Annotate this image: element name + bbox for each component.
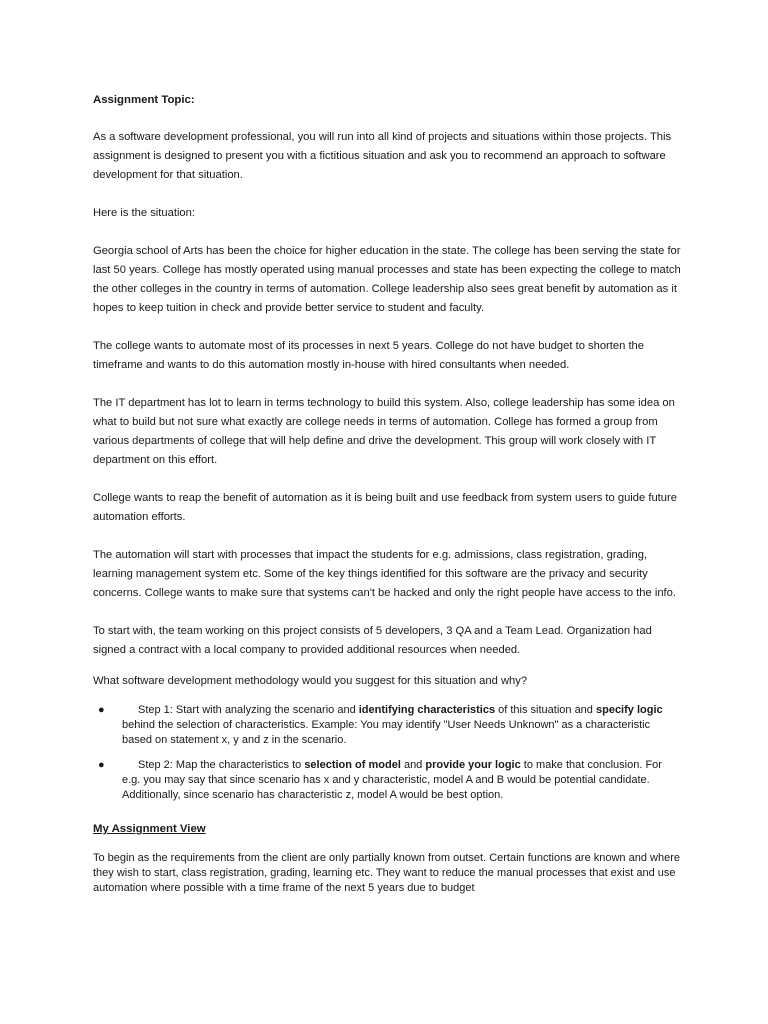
team-paragraph: To start with, the team working on this project consists of 5 developers, 3 QA and a Team Lead. Organization had signed a contract with a local company to provided additional resources when needed. [93, 625, 652, 656]
college-background-paragraph: Georgia school of Arts has been the choice for higher education in the state. The college has been serving the state for last 50 years. College has mostly operated using manual processes and state has been expecting the college to match the other colleges in the country in terms of automation. College leadership also sees great benefit by automation as it hopes to keep tuition in check and provide better service to student and faculty. [93, 245, 681, 314]
step-2-item: ● Step 2: Map the characteristics to selection of model and provide your logic to make that conclusion. For e.g. you may say that since scenario has x and y characteristic, model A and B would be potential candidate. Additionally, since scenario has characteristic z, model A would be best option. [98, 759, 662, 801]
feedback-paragraph: College wants to reap the benefit of automation as it is being built and use feedback from system users to guide future automation efforts. [93, 492, 677, 523]
it-department-paragraph: The IT department has lot to learn in terms technology to build this system. Also, college leadership has some idea on what to build but not sure what exactly are college needs in terms of automation. College has formed a group from various departments of college that will help define and drive the development. This group will work closely with IT department on this effort. [93, 397, 675, 466]
bullet-icon: ● [98, 759, 105, 771]
assignment-topic-heading: Assignment Topic: [93, 94, 195, 106]
steps-list [93, 703, 683, 803]
situation-label: Here is the situation: [93, 207, 195, 219]
intro-paragraph: As a software development professional, you will run into all kind of projects and situations within those projects. This assignment is designed to present you with a fictitious situation and ask you to recommend an approach to software development for that situation. [93, 131, 672, 181]
bullet-icon: ● [98, 704, 105, 716]
automation-timeline-paragraph: The college wants to automate most of its processes in next 5 years. College do not have budget to shorten the timeframe and wants to do this automation mostly in-house with hired consultants when needed. [93, 340, 644, 371]
privacy-security-paragraph: The automation will start with processes that impact the students for e.g. admissions, class registration, grading, learning management system etc. Some of the key things identified for this software are the privacy and security concerns. College wants to make sure that systems can't be hacked and only the right people have access to the info. [93, 549, 676, 599]
document-page [93, 92, 683, 896]
question-paragraph: What software development methodology would you suggest for this situation and why? [93, 675, 528, 687]
assignment-view-paragraph: To begin as the requirements from the client are only partially known from outset. Certain functions are known and where they wish to start, class registration, grading, learning etc. They want to reduce the manual processes that exist and use automation where possible with a time frame of the next 5 years due to budget [93, 852, 680, 894]
step-1-item: ● Step 1: Start with analyzing the scenario and identifying characteristics of this situation and specify logic behind the selection of characteristics. Example: You may identify "User Needs Unknown" as a characteristic based on statement x, y and z in the scenario. [98, 704, 663, 746]
assignment-view-title: My Assignment View [93, 823, 206, 835]
